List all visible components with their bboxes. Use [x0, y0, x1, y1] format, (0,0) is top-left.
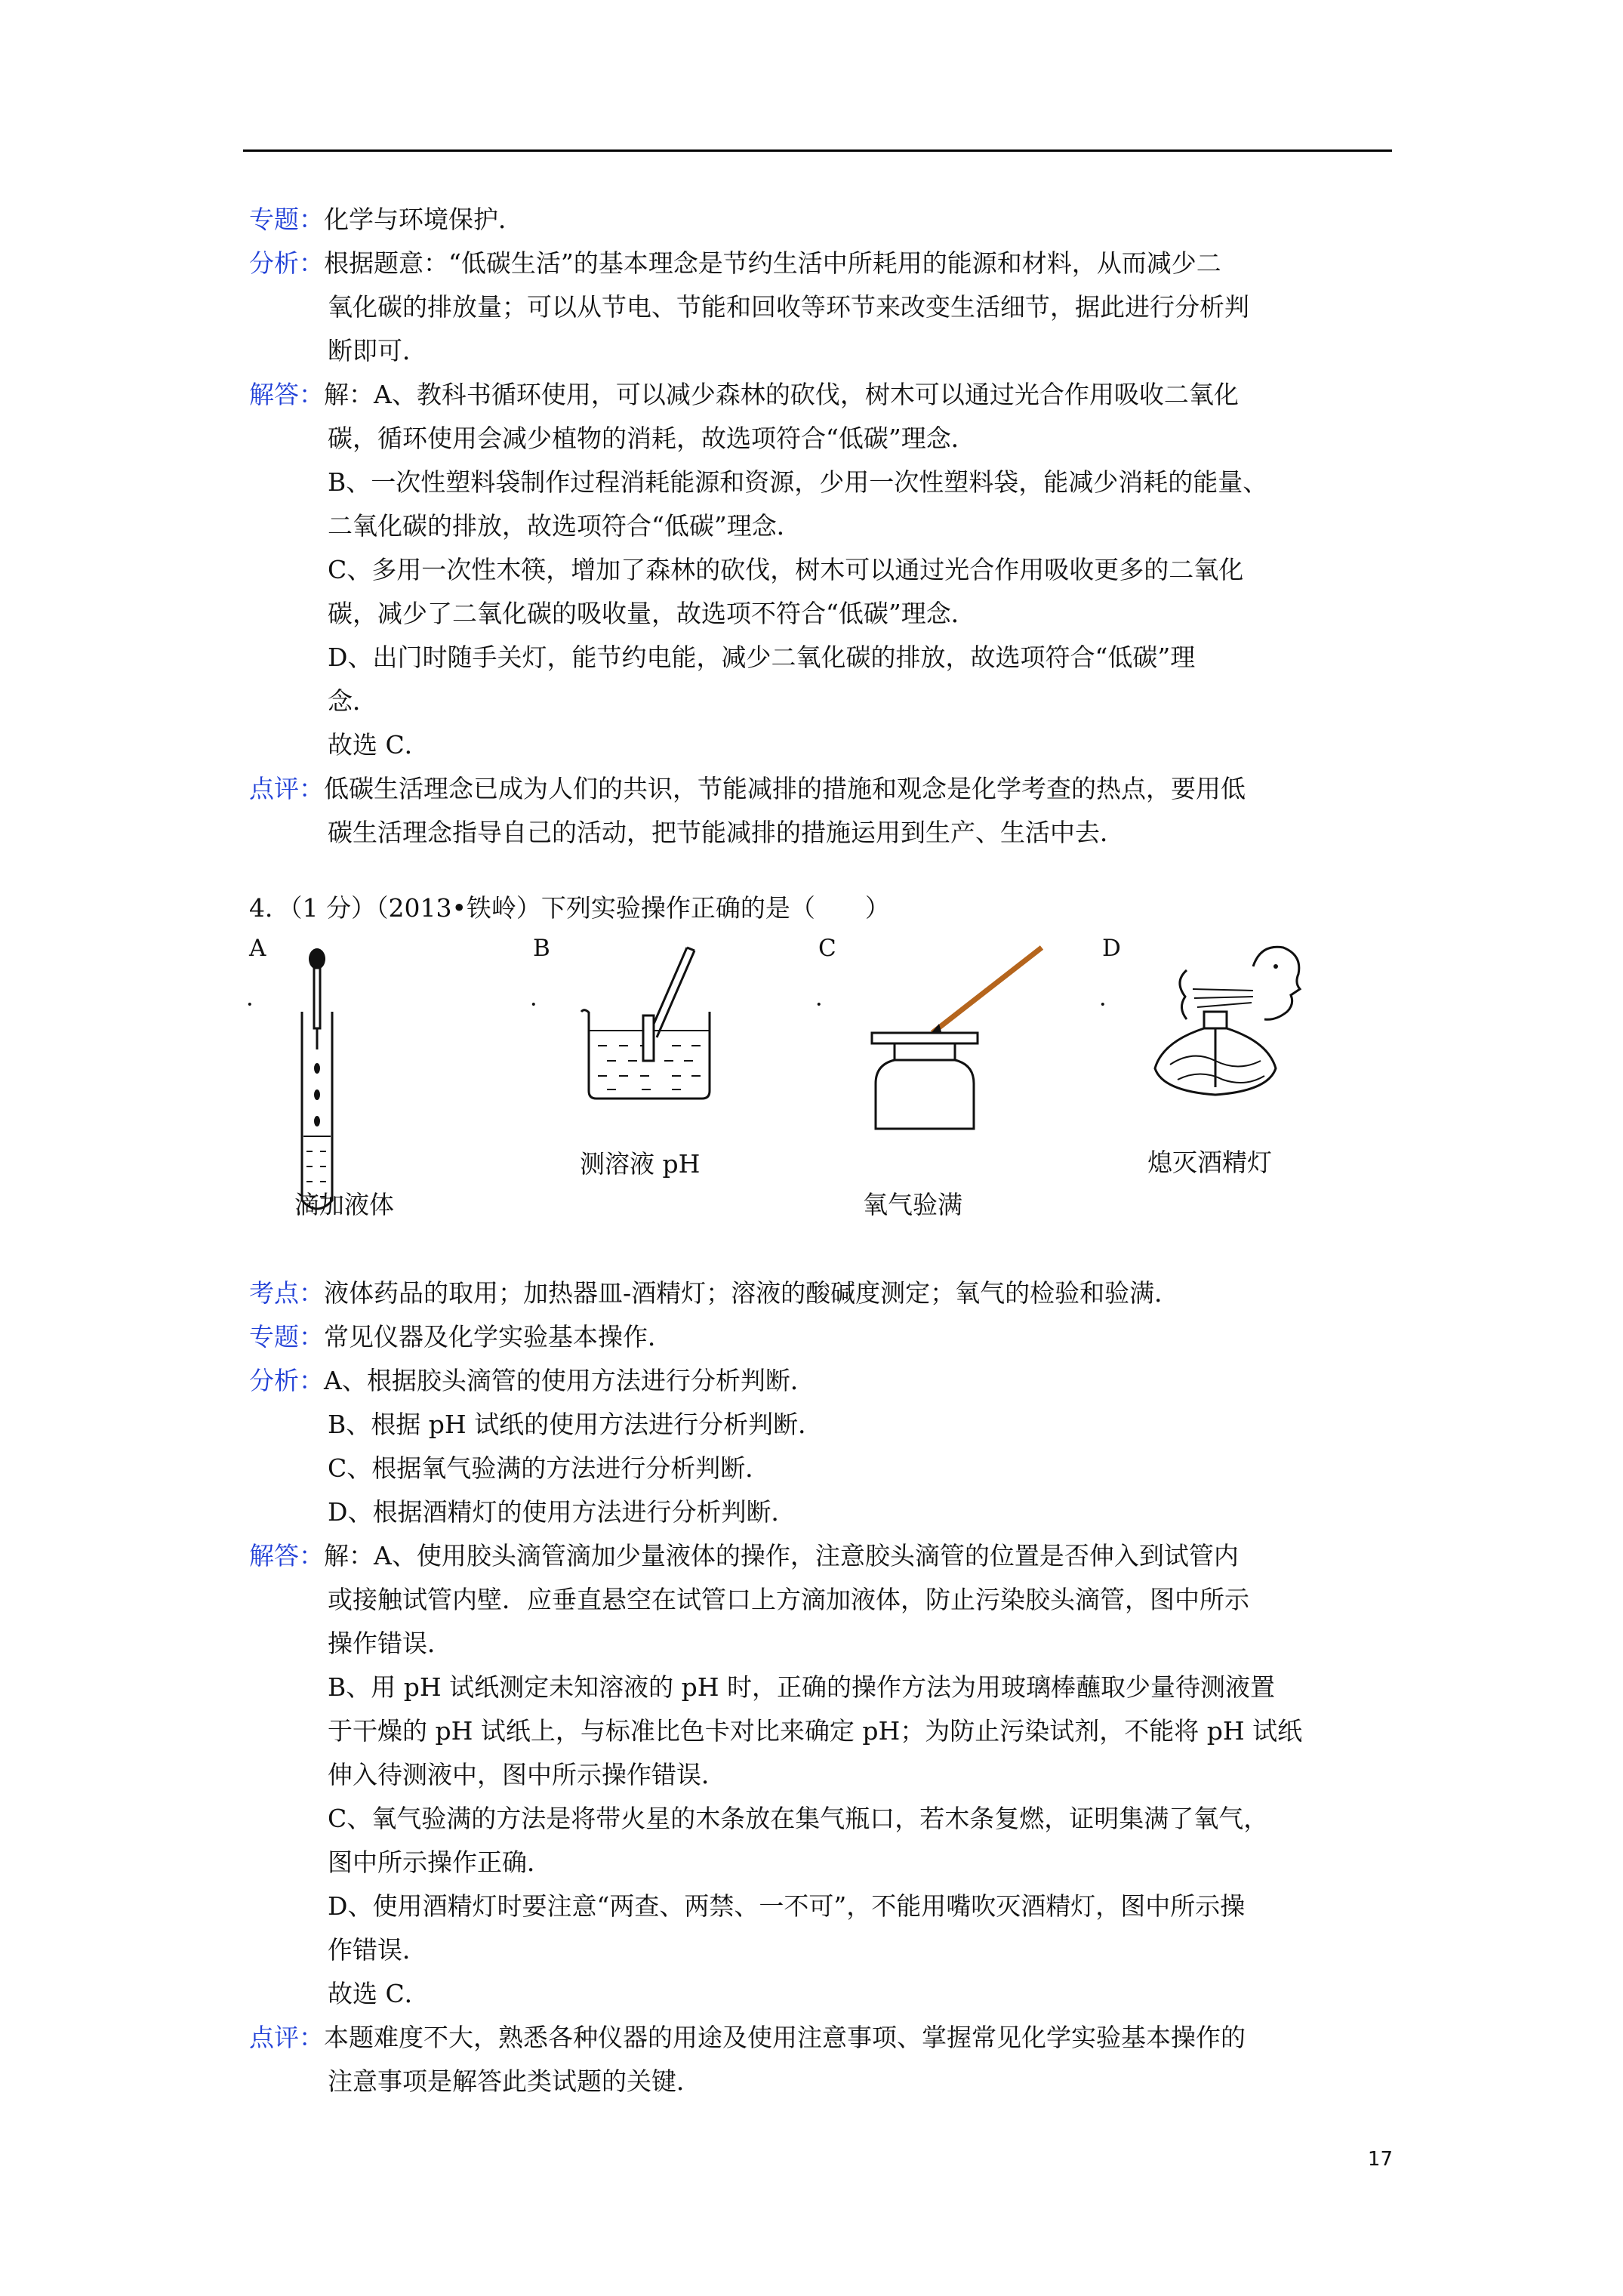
question-stem: 4．（1 分）（2013•铁岭）下列实验操作正确的是（ ）: [249, 893, 890, 923]
option-d-dot: ．: [1099, 985, 1123, 1012]
answer-row-2: [249, 1534, 1397, 1578]
page-number: 17: [1367, 2148, 1393, 2171]
comment-line: 低碳生活理念已成为人们的共识，节能减排的措施和观念是化学考查的热点，要用低: [324, 774, 1246, 803]
analysis-line: D、根据酒精灯的使用方法进行分析判断．: [328, 1497, 796, 1527]
option-b-letter: B: [533, 935, 550, 962]
option-d-caption: 熄灭酒精灯: [1147, 1148, 1272, 1177]
answer-line: 于干燥的 pH 试纸上，与标准比色卡对比来确定 pH；为防止污染试剂，不能将 pH 试纸: [328, 1716, 1303, 1746]
answer-line: B、一次性塑料袋制作过程消耗能源和资源，少用一次性塑料袋，能减少消耗的能量、: [328, 467, 1268, 497]
option-d-letter: D: [1102, 935, 1121, 962]
gas-bottle-splint-figure: [861, 944, 1049, 1133]
answer-label: 解答：: [249, 380, 324, 409]
option-a-letter: A: [249, 935, 266, 962]
option-b-dot: ．: [530, 985, 553, 1012]
option-c-letter: C: [818, 935, 836, 962]
analysis-row-1: [249, 242, 1397, 285]
comment-row-1: [249, 767, 1397, 811]
topic-row-1: [249, 198, 1397, 242]
option-b-caption: 测溶液 pH: [580, 1149, 701, 1179]
comment-row-2: [249, 2016, 1397, 2060]
answer-line: 图中所示操作正确．: [328, 1848, 552, 1877]
analysis-label: 分析：: [249, 1366, 324, 1395]
option-a-dot: ．: [246, 985, 269, 1012]
topic-row-2: [249, 1315, 1397, 1359]
analysis-line: A、根据胶头滴管的使用方法进行分析判断．: [324, 1366, 815, 1395]
answer-line: 故选 C．: [328, 730, 430, 760]
analysis-line: C、根据氧气验满的方法进行分析判断．: [328, 1453, 771, 1483]
point-label: 考点：: [249, 1278, 324, 1308]
point-row: [249, 1271, 1397, 1315]
answer-label: 解答：: [249, 1541, 324, 1570]
analysis-line: 断即可．: [328, 336, 427, 365]
option-a-caption: 滴加液体: [294, 1190, 394, 1219]
comment-line: 碳生活理念指导自己的活动，把节能减排的措施运用到生产、生活中去．: [328, 818, 1125, 847]
answer-line: 操作错误．: [328, 1629, 452, 1658]
answer-line: 作错误．: [328, 1935, 427, 1965]
comment-line: 本题难度不大，熟悉各种仪器的用途及使用注意事项、掌握常见化学实验基本操作的: [324, 2023, 1246, 2052]
answer-line: C、氧气验满的方法是将带火星的木条放在集气瓶口，若木条复燃，证明集满了氧气，: [328, 1804, 1269, 1833]
comment-label: 点评：: [249, 2023, 324, 2052]
answer-line: 碳，循环使用会减少植物的消耗，故选项符合“低碳”理念．: [328, 424, 976, 453]
answer-line: 故选 C．: [328, 1979, 430, 2008]
answer-row-1: [249, 373, 1397, 417]
analysis-line: 根据题意：“低碳生活”的基本理念是节约生活中所耗用的能源和材料，从而减少二: [324, 248, 1221, 278]
answer-line: D、出门时随手关灯，能节约电能，减少二氧化碳的排放，故选项符合“低碳”理: [328, 643, 1196, 672]
answer-line: 碳，减少了二氧化碳的吸收量，故选项不符合“低碳”理念．: [328, 599, 976, 628]
option-c-dot: ．: [815, 985, 839, 1012]
analysis-row-2: [249, 1359, 1397, 1403]
beaker-ph-paper-figure: [574, 940, 725, 1106]
answer-line: 二氧化碳的排放，故选项符合“低碳”理念．: [328, 511, 802, 541]
answer-line: 解：A、使用胶头滴管滴加少量液体的操作，注意胶头滴管的位置是否伸入到试管内: [324, 1541, 1239, 1570]
point-text: 液体药品的取用；加热器皿-酒精灯；溶液的酸碱度测定；氧气的检验和验满．: [324, 1278, 1180, 1308]
analysis-line: 氧化碳的排放量；可以从节电、节能和回收等环节来改变生活细节，据此进行分析判: [328, 292, 1249, 322]
topic-text: 化学与环境保护．: [324, 205, 523, 234]
dropper-test-tube-figure: [287, 936, 362, 1223]
header-rule: [243, 149, 1392, 152]
topic-label: 专题：: [249, 1322, 324, 1351]
answer-line: 念．: [328, 686, 377, 716]
topic-text: 常见仪器及化学实验基本操作．: [324, 1322, 673, 1351]
answer-line: 或接触试管内壁．应垂直悬空在试管口上方滴加液体，防止污染胶头滴管，图中所示: [328, 1585, 1249, 1614]
alcohol-lamp-blowing-figure: [1140, 936, 1313, 1102]
analysis-label: 分析：: [249, 248, 324, 278]
option-c-caption: 氧气验满: [863, 1190, 962, 1219]
answer-line: 解：A、教科书循环使用，可以减少森林的砍伐，树木可以通过光合作用吸收二氧化: [324, 380, 1239, 409]
answer-line: 伸入待测液中，图中所示操作错误．: [328, 1760, 726, 1789]
analysis-line: B、根据 pH 试纸的使用方法进行分析判断．: [328, 1410, 824, 1439]
topic-label: 专题：: [249, 205, 324, 234]
answer-line: D、使用酒精灯时要注意“两查、两禁、一不可”，不能用嘴吹灭酒精灯，图中所示操: [328, 1891, 1246, 1921]
comment-line: 注意事项是解答此类试题的关键．: [328, 2066, 701, 2096]
answer-line: C、多用一次性木筷，增加了森林的砍伐，树木可以通过光合作用吸收更多的二氧化: [328, 555, 1244, 584]
comment-label: 点评：: [249, 774, 324, 803]
answer-line: B、用 pH 试纸测定未知溶液的 pH 时，正确的操作方法为用玻璃棒蘸取少量待测液置: [328, 1672, 1276, 1702]
